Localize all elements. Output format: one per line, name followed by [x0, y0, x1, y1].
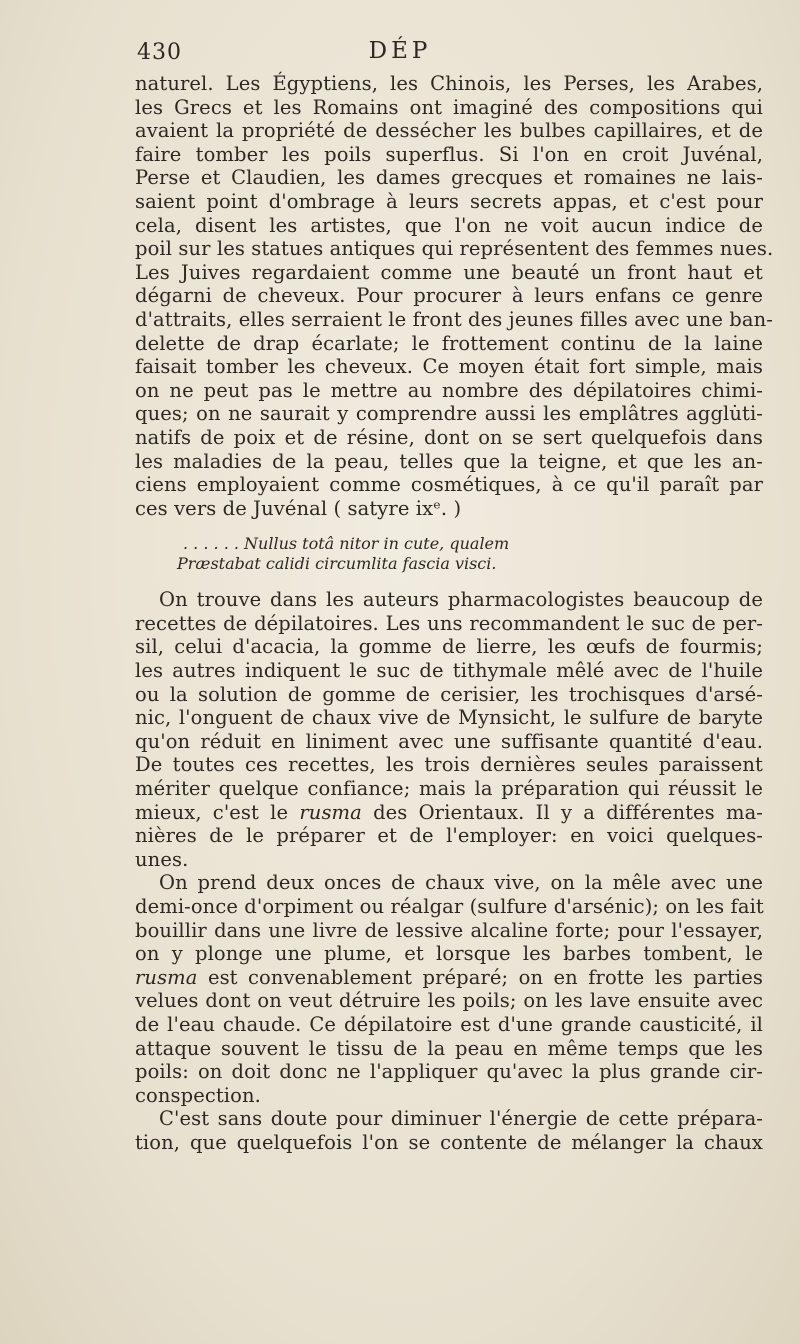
text-line: mériter quelque confiance; mais la préparation qui réussit le — [135, 777, 763, 801]
text-line: poil sur les statues antiques qui représentent des femmes nues. — [135, 237, 774, 261]
text-line: qu'on réduit en liniment avec une suffisante quantité d'eau. — [135, 729, 763, 753]
text-line: De toutes ces recettes, les trois dernières seules paraissent — [135, 753, 763, 777]
text-line: velues dont on veut détruire les poils; on les lave ensuite avec — [135, 989, 763, 1013]
text-line: faire tomber les poils superflus. Si l'on en croit Juvénal, — [135, 142, 763, 166]
text-line: demi-once d'orpiment ou réalgar (sulfure d'arsénic); on les fait — [135, 895, 764, 918]
text-line: unes. — [135, 847, 189, 871]
text-line: recettes de dépilatoires. Les uns recommandent le suc de per- — [135, 611, 763, 635]
text-segment: des Orientaux. Il y a différentes ma- — [373, 800, 763, 824]
text-line: saient point d'ombrage à leurs secrets appas, et c'est pour — [135, 189, 763, 213]
text-line: conspection. — [135, 1083, 261, 1107]
quote-line: . . . . . . Nullus totâ nitor in cute, qualem — [183, 534, 510, 554]
text-line: C'est sans doute pour diminuer l'énergie de cette prépara- — [159, 1107, 763, 1131]
quote-line: Præstabat calidi circumlita fascia visci. — [177, 554, 497, 574]
text-line: d'attraits, elles serraient le front des jeunes filles avec une ban- — [135, 307, 773, 331]
text-line — [135, 801, 763, 825]
text-line: les autres indiquent le suc de tithymale mêlé avec de l'huile — [135, 659, 763, 683]
paragraph-2 — [135, 588, 763, 871]
text-line: dégarni de cheveux. Pour procurer à leurs enfans ce genre — [135, 284, 763, 308]
text-segment: est convenablement préparé; on en frotte les parties — [207, 965, 763, 989]
text-line: on y plonge une plume, et lorsque les barbes tombent, le — [135, 942, 763, 966]
text-line: tion, que quelquefois l'on se contente de mélanger la chaux — [135, 1130, 763, 1154]
text-line: delette de drap écarlate; le frottement continu de la laine — [135, 331, 763, 355]
text-line: poils: on doit donc ne l'appliquer qu'avec la plus grande cir- — [135, 1060, 763, 1084]
text-line: sil, celui d'acacia, la gomme de lierre, les œufs de fourmis; — [135, 635, 763, 659]
text-line: attaque souvent le tissu de la peau en même temps que les — [135, 1036, 763, 1060]
text-line: de l'eau chaude. Ce dépilatoire est d'une grande causticité, il — [135, 1012, 763, 1036]
paragraph-3 — [135, 871, 763, 1107]
text-line: ciens employaient comme cosmétiques, à ce qu'il paraît par — [135, 473, 763, 497]
text-line: faisait tomber les cheveux. Ce moyen était fort simple, mais — [135, 355, 763, 379]
text-line: les Grecs et les Romains ont imaginé des compositions qui — [135, 95, 763, 119]
text-line: nières de le préparer et de l'employer: en voici quelques- — [135, 824, 763, 848]
text-line: on ne peut pas le mettre au nombre des dépilatoires chimi- — [135, 378, 763, 402]
latin-quotation — [135, 534, 763, 574]
text-line: Perse et Claudien, les dames grecques et romaines ne lais- — [135, 166, 763, 190]
text-line: ces vers de Juvénal ( satyre ixᵉ. ) — [135, 496, 462, 520]
italic-term: rusma — [135, 965, 198, 989]
text-line: nic, l'onguent de chaux vive de Mynsicht, le sulfure de baryte — [135, 706, 763, 730]
page-number: 430 — [137, 40, 182, 65]
text-line: ques; on ne saurait y comprendre aussi les emplâtres agglu̇ti- — [135, 402, 763, 426]
paragraph-1 — [135, 72, 774, 520]
text-line: les maladies de la peau, telles que la teigne, et que les an- — [135, 449, 763, 473]
text-line: On trouve dans les auteurs pharmacologistes beaucoup de — [159, 588, 763, 612]
running-head: DÉP — [368, 38, 432, 64]
text-line: On prend deux onces de chaux vive, on la mêle avec une — [159, 871, 763, 895]
text-line: Les Juives regardaient comme une beauté un front haut et — [135, 260, 763, 284]
text-line: natifs de poix et de résine, dont on se sert quelquefois dans — [135, 425, 763, 449]
text-line: ou la solution de gomme de cerisier, les trochisques d'arsé- — [135, 682, 763, 706]
text-segment: mieux, c'est le — [135, 800, 289, 824]
text-line: bouillir dans une livre de lessive alcaline forte; pour l'essayer, — [135, 918, 763, 942]
body-text — [135, 72, 774, 1155]
paragraph-4 — [135, 1107, 763, 1154]
text-line: naturel. Les Égyptiens, les Chinois, les Perses, les Arabes, — [135, 72, 763, 95]
text-line: cela, disent les artistes, que l'on ne voit aucun indice de — [135, 213, 763, 237]
text-line — [135, 966, 763, 990]
italic-term: rusma — [299, 800, 362, 824]
text-line: avaient la propriété de dessécher les bulbes capillaires, et de — [135, 119, 763, 143]
